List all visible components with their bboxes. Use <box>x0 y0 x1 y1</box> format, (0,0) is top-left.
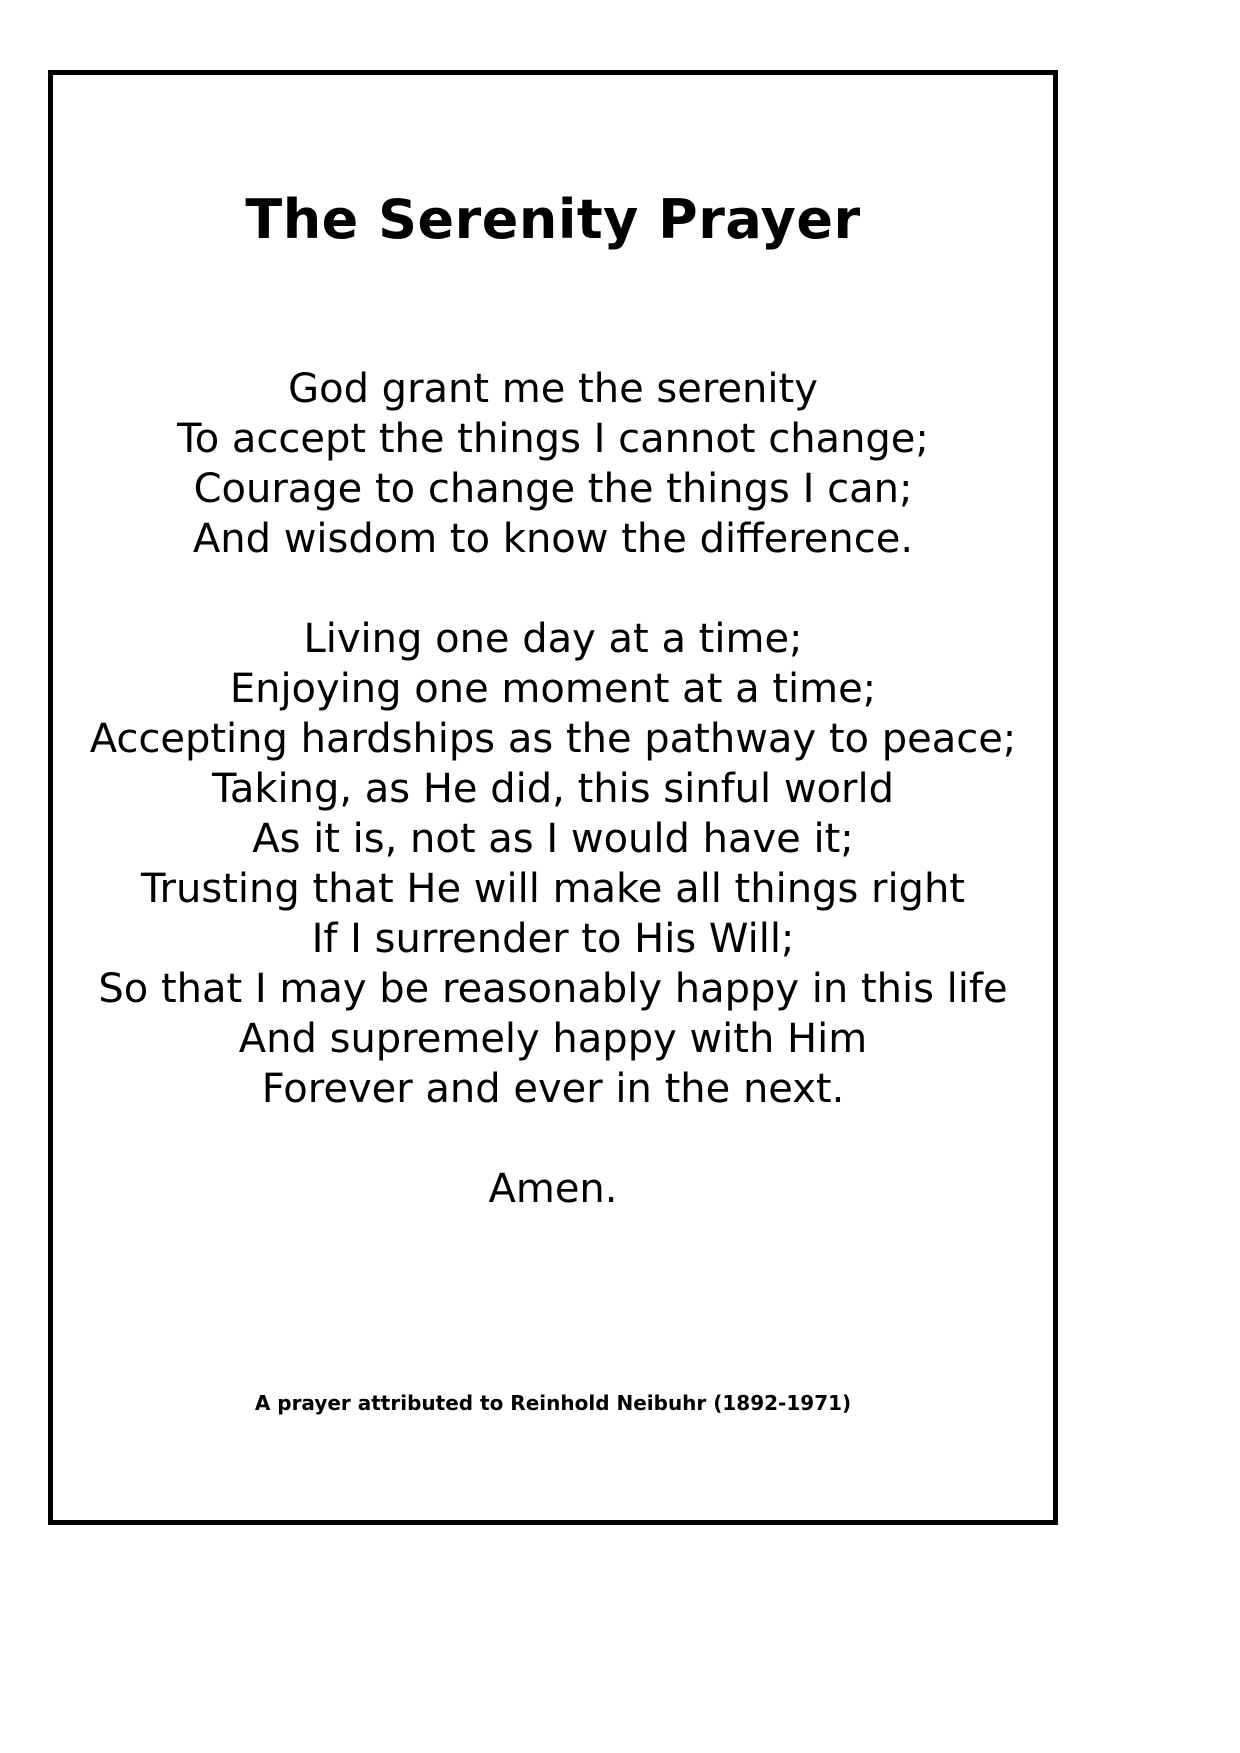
stanza-2 <box>53 614 1053 1114</box>
attribution-note: A prayer attributed to Reinhold Neibuhr (1892-1971) <box>254 1391 852 1415</box>
prayer-line: Courage to change the things I can; <box>193 466 913 513</box>
prayer-line: So that I may be reasonably happy in this life <box>98 966 1008 1013</box>
prayer-line: God grant me the serenity <box>288 366 818 413</box>
prayer-body <box>53 364 1053 1114</box>
page-border-frame <box>48 70 1058 1525</box>
prayer-line: Enjoying one moment at a time; <box>229 666 877 713</box>
prayer-line: As it is, not as I would have it; <box>252 816 854 863</box>
page-title: The Serenity Prayer <box>245 188 861 251</box>
prayer-line: And wisdom to know the difference. <box>192 516 914 563</box>
prayer-line: Taking, as He did, this sinful world <box>212 766 894 813</box>
prayer-line: And supremely happy with Him <box>238 1016 868 1063</box>
prayer-line: Trusting that He will make all things right <box>141 866 965 913</box>
prayer-line: To accept the things I cannot change; <box>177 416 929 463</box>
stanza-1 <box>53 364 1053 564</box>
document-content <box>53 75 1053 1520</box>
prayer-line: Living one day at a time; <box>303 616 803 663</box>
prayer-line: If I surrender to His Will; <box>311 916 795 963</box>
prayer-line: Forever and ever in the next. <box>261 1066 845 1113</box>
prayer-line: Accepting hardships as the pathway to peace; <box>89 716 1017 763</box>
closing-line: Amen. <box>488 1166 618 1213</box>
